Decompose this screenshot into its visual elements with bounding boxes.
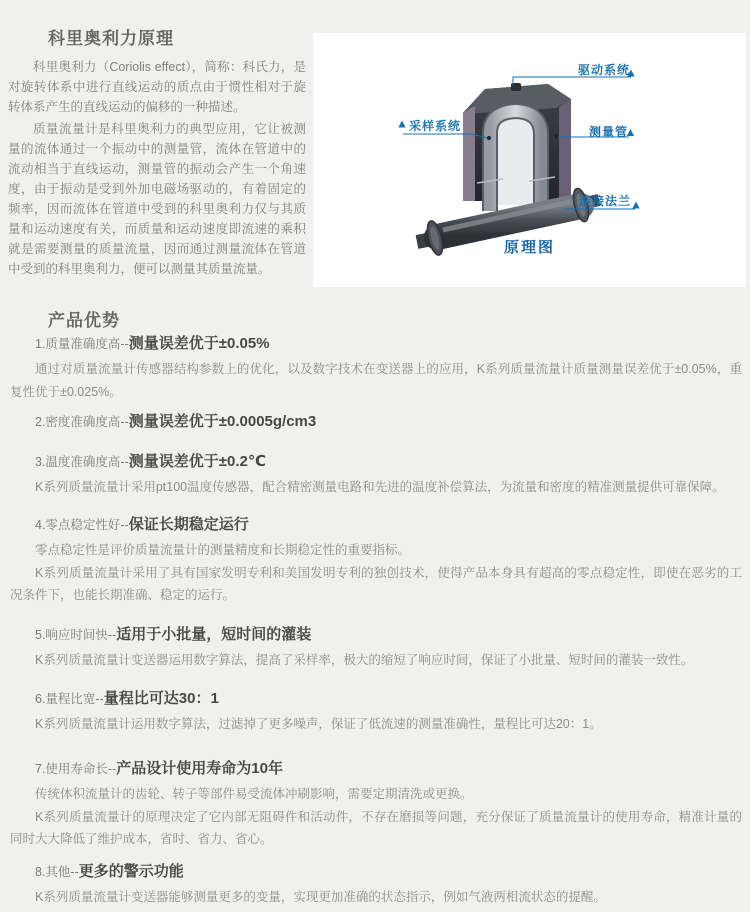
advantage-prefix: 5.响应时间快-- (35, 628, 117, 642)
advantage-highlight: 适用于小批量，短时间的灌装 (116, 626, 312, 643)
advantage-prefix: 2.密度准确度高-- (35, 415, 129, 429)
advantage-highlight: 测量误差优于±0.05% (128, 335, 270, 352)
advantage-prefix: 7.使用寿命长-- (35, 762, 117, 776)
drive-leader-line (513, 77, 631, 85)
advantage-item (10, 862, 742, 909)
advantage-item (10, 334, 742, 403)
advantage-highlight: 测量误差优于±0.2℃ (128, 453, 267, 470)
advantage-item (10, 412, 742, 432)
advantage-prefix: 1.质量准确度高-- (35, 337, 129, 351)
advantage-item (10, 689, 742, 736)
advantage-paragraph: K系列质量流量计采用pt100温度传感器，配合精密测量电路和先进的温度补偿算法，为流量和密度的精准测量提供可靠保障。 (35, 480, 725, 494)
advantage-heading (10, 334, 742, 354)
advantage-paragraph: K系列质量流量计采用了具有国家发明专利和美国发明专利的独创技术，使得产品本身具有超高的零点稳定性，即使在恶劣的工况条件下，也能长期准确、稳定的运行。 (10, 565, 742, 602)
advantage-body (10, 713, 742, 736)
advantage-prefix: 4.零点稳定性好-- (35, 518, 129, 532)
advantage-paragraph: 零点稳定性是评价质量流量计的测量精度和长期稳定性的重要指标。 (35, 543, 411, 557)
diagram-label-sampling-system: 采样系统 (409, 119, 462, 133)
advantage-paragraph: 通过对质量流量计传感器结构参数上的优化，以及数字技术在变送器上的应用，K系列质量流量计质量测量误差优于±0.05%，重复性优于±0.025%。 (10, 362, 742, 399)
advantage-prefix: 6.量程比宽-- (35, 692, 104, 706)
advantage-item (10, 625, 742, 672)
advantage-heading (10, 759, 742, 779)
advantage-body (10, 539, 742, 607)
advantage-heading (10, 625, 742, 645)
advantage-body (10, 649, 742, 672)
advantage-body (10, 358, 742, 403)
advantage-body (10, 476, 742, 499)
advantage-paragraph: 传统体积流量计的齿轮、转子等部件易受流体冲刷影响，需要定期清洗或更换。 (35, 787, 473, 801)
advantage-item (10, 515, 742, 607)
principle-paragraph: 科里奥利力（Coriolis effect），简称：科氏力，是对旋转体系中进行直线运动的质点由于惯性相对于旋转体系产生的直线运动的偏移的一种描述。 (8, 60, 306, 114)
advantage-paragraph: K系列质量流量计运用数字算法，过滤掉了更多噪声，保证了低流速的测量准确性，量程比可达20：1。 (35, 717, 602, 731)
principle-diagram-panel (313, 33, 746, 287)
principle-title: 科里奥利力原理 (48, 29, 174, 49)
advantage-paragraph: K系列质量流量计变送器运用数字算法，提高了采样率，极大的缩短了响应时间，保证了小批量、短时间的灌装一致性。 (35, 653, 694, 667)
diagram-label-measuring-tube: 测量管 (589, 125, 629, 139)
advantage-paragraph: K系列质量流量计变送器能够测量更多的变量，实现更加准确的状态指示，例如气液两相流状态的提醒。 (35, 890, 606, 904)
principle-paragraph: 质量流量计是科里奥利力的典型应用，它让被测量的流体通过一个振动中的测量管，流体在管道中的流动相当于直线运动，测量管的振动会产生一个角速度，由于振动是受到外加电磁场驱动的，有着固定的频率，因而流体在管道中受到的科里奥利力仅与其质量和运动速度有关，而质量和运动速度即流速的乘积就是需要测量的质量流量，因而通过测量流体在管道中受到的科里奥利力，便可以测量其质量流量。 (8, 122, 306, 276)
diagram-caption: 原理图 (503, 239, 555, 256)
advantage-heading (10, 689, 742, 709)
advantage-heading (10, 452, 742, 472)
advantage-paragraph: K系列质量流量计的原理决定了它内部无阻碍件和活动件，不存在磨损等问题，充分保证了质量流量计的使用寿命，精准计量的同时大大降低了维护成本，省时、省力、省心。 (10, 809, 742, 846)
advantage-body (10, 886, 742, 909)
advantage-heading (10, 862, 742, 882)
advantage-highlight: 更多的警示功能 (78, 863, 184, 880)
principle-intro (8, 57, 306, 281)
advantage-highlight: 测量误差优于±0.0005g/cm3 (128, 413, 317, 430)
advantage-prefix: 3.温度准确度高-- (35, 455, 129, 469)
advantage-highlight: 量程比可达30：1 (103, 690, 219, 707)
advantage-highlight: 保证长期稳定运行 (128, 516, 249, 533)
advantage-prefix: 8.其他-- (35, 865, 79, 879)
arrow-up-icon (632, 202, 639, 209)
arrow-up-icon (398, 121, 405, 128)
advantage-item (10, 452, 742, 499)
advantage-highlight: 产品设计使用寿命为10年 (116, 760, 283, 777)
diagram-label-connecting-flange: 连接法兰 (579, 194, 632, 208)
advantage-body (10, 783, 742, 851)
diagram-label-drive-system: 驱动系统 (578, 63, 631, 77)
advantage-item (10, 759, 742, 851)
advantage-heading (10, 412, 742, 432)
advantage-heading (10, 515, 742, 535)
advantages-title: 产品优势 (48, 311, 120, 331)
